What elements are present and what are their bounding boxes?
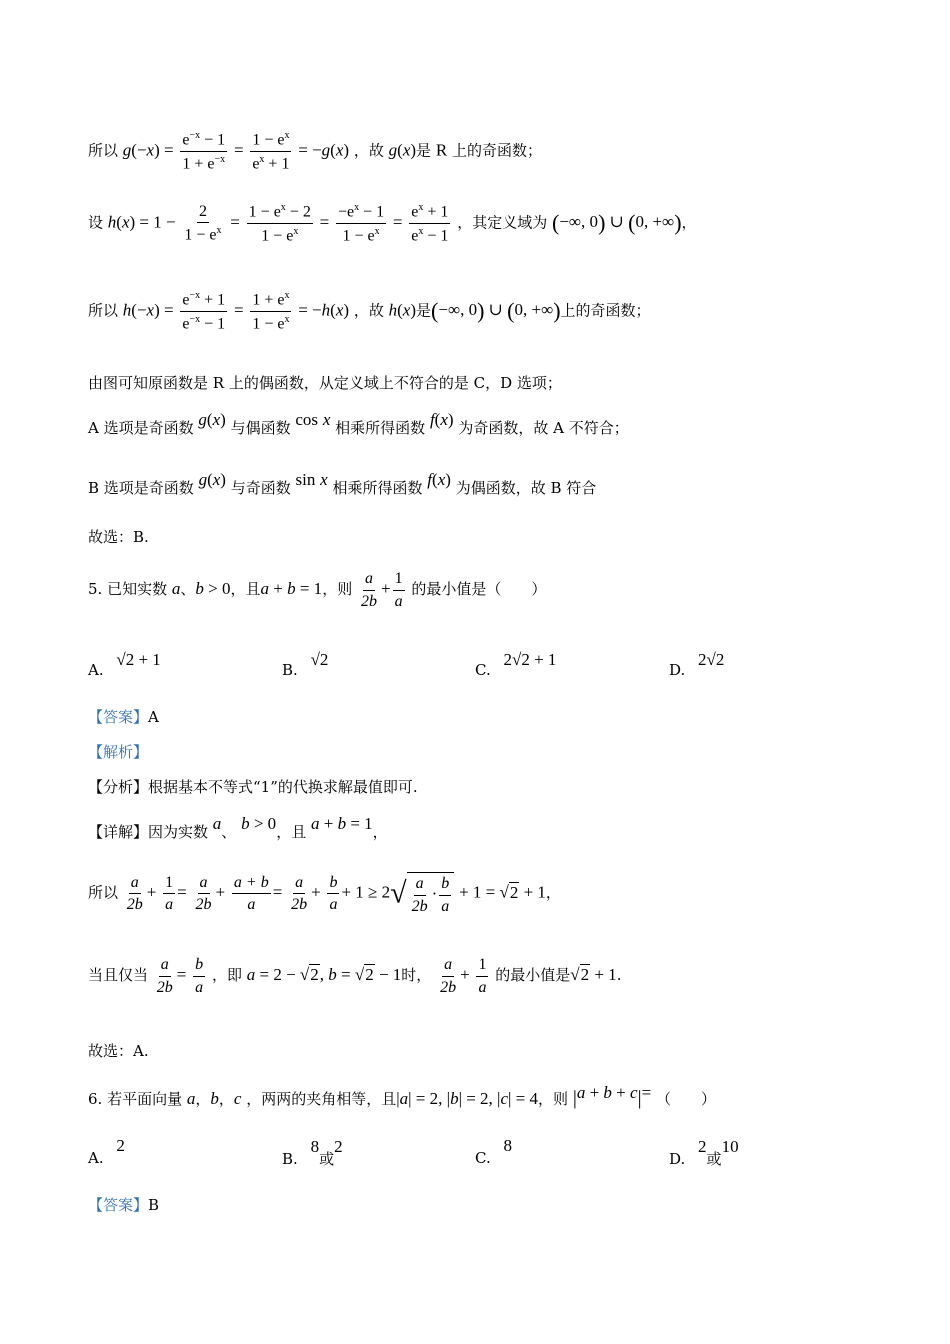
q6-option-d[interactable]: D. 2或10 — [669, 1137, 739, 1168]
fraction: $\frac{e^{-x} - 1}{1 + e^{-x}}$ — [182, 130, 226, 173]
q5-choose: 故选：A. — [88, 1042, 149, 1060]
text: 上的奇函数； — [451, 141, 542, 160]
text: ，其定义域为 — [457, 213, 548, 232]
text: 所以 — [88, 141, 119, 160]
line-even-conclusion: 由图可知原函数是 R 上的偶函数，从定义域上不符合的是 C，D 选项； — [88, 374, 562, 392]
fraction: $\frac{-e^x - 1}{1 - e^x}$ — [337, 202, 385, 245]
fraction: $\frac{1 - e^x}{e^x + 1}$ — [252, 130, 290, 173]
q6-answer: 【答案】B — [88, 1196, 160, 1214]
fraction: $\frac{1 + e^x}{1 - e^x}$ — [252, 290, 290, 333]
formula: g — [122, 140, 132, 160]
q6-option-a[interactable]: A. 2 — [88, 1136, 125, 1167]
line-h-odd: 所以 h(−x) = $\frac{e^{-x} + 1}{e^{-x} - 1}$ = $\frac{1 + e^x}{1 - e^x}$ = −h(x) ，故 h(x)是(−∞, 0) ∪ (0, +∞)上的奇函数； — [88, 290, 651, 333]
text: 所以 — [88, 301, 119, 320]
fraction: $\frac{2}{1 - e^x}$ — [184, 202, 222, 244]
q5-option-b[interactable]: B. √2 — [282, 650, 329, 679]
q5-option-d[interactable]: D. 2√2 — [669, 650, 725, 679]
q5-option-a[interactable]: A. √2 + 1 — [88, 650, 161, 679]
fraction: $\frac{e^x + 1}{e^x - 1}$ — [411, 202, 449, 245]
text: 上的奇函数； — [560, 301, 651, 320]
text: 是 — [416, 141, 432, 160]
q5-analysis-tag: 【解析】 — [88, 743, 149, 761]
fraction: $\frac{1 - e^x - 2}{1 - e^x}$ — [248, 202, 311, 245]
text: 设 — [88, 213, 104, 232]
fraction: $\frac{a}{2b}$ — [360, 570, 377, 610]
q5-fenxi: 【分析】根据基本不等式“1”的代换求解最值即可. — [88, 778, 418, 796]
q5-equality: 当且仅当 $\frac{a}{2b}$ = $\frac{b}{a}$ ，即 a = 2 − √2, b = √2 − 1时， $\frac{a}{2b}$ + $\frac{1}{a}$ 的最小值是√2 + 1. — [88, 956, 622, 996]
q6-option-b[interactable]: B. 8或2 — [282, 1137, 343, 1168]
q5-derivation: 所以 $\frac{a}{2b}$ + $\frac{1}{a}$ = $\frac{a}{2b}$ + $\frac{a + b}{a}$ = $\frac{a}{2b}$ + $\frac{b}{a}$ + 1 ≥ 2√ $\frac{a}{2b}$ · $\frac{b}{a}$ + 1 = √2 + 1， — [88, 873, 561, 915]
line-g-odd: 所以 g(−x) = $\frac{e^{-x} - 1}{1 + e^{-x}}$ = $\frac{1 - e^x}{e^x + 1}$ = −g(x) ，故 g(x)是 R 上的奇函数； — [88, 130, 542, 173]
text: ，故 — [353, 301, 384, 320]
q5-xiangjie: 【详解】因为实数 a、 b > 0，且 a + b = 1， — [88, 814, 388, 841]
fraction: $\frac{e^{-x} + 1}{e^{-x} - 1}$ — [182, 290, 226, 333]
line-option-a-analysis: A 选项是奇函数 g(x) 与偶函数 cos x 相乘所得函数 f(x) 为奇函数，故 A 不符合； — [88, 410, 629, 437]
text: ，故 — [353, 141, 384, 160]
line-option-b-analysis: B 选项是奇函数 g(x) 与奇函数 sin x 相乘所得函数 f(x) 为偶函数，故 B 符合 — [88, 470, 597, 497]
fraction: $\frac{1}{a}$ — [394, 570, 403, 610]
q5-option-c[interactable]: C. 2√2 + 1 — [475, 650, 557, 679]
q6-option-c[interactable]: C. 8 — [475, 1136, 512, 1167]
q5-answer: 【答案】A — [88, 708, 159, 726]
line-choose-b: 故选：B. — [88, 528, 149, 546]
q6-stem: 6. 若平面向量 a，b，c ，两两的夹角相等，且|a| = 2, |b| = 2, |c| = 4，则 |a + b + c|= （ ） — [88, 1083, 716, 1109]
text: 是 — [416, 301, 432, 320]
q5-stem: 5. 已知实数 a、b > 0，且a + b = 1，则 $\frac{a}{2b}$ + $\frac{1}{a}$ 的最小值是（ ） — [88, 570, 547, 610]
line-h-def: 设 h(x) = 1 − $\frac{2}{1 - e^x}$ = $\frac{1 - e^x - 2}{1 - e^x}$ = $\frac{-e^x - 1}{1 - e^x}$ = $\frac{e^x + 1}{e^x - 1}$ ，其定义域为 (−∞, 0) ∪ (0, +∞)， — [88, 202, 697, 245]
